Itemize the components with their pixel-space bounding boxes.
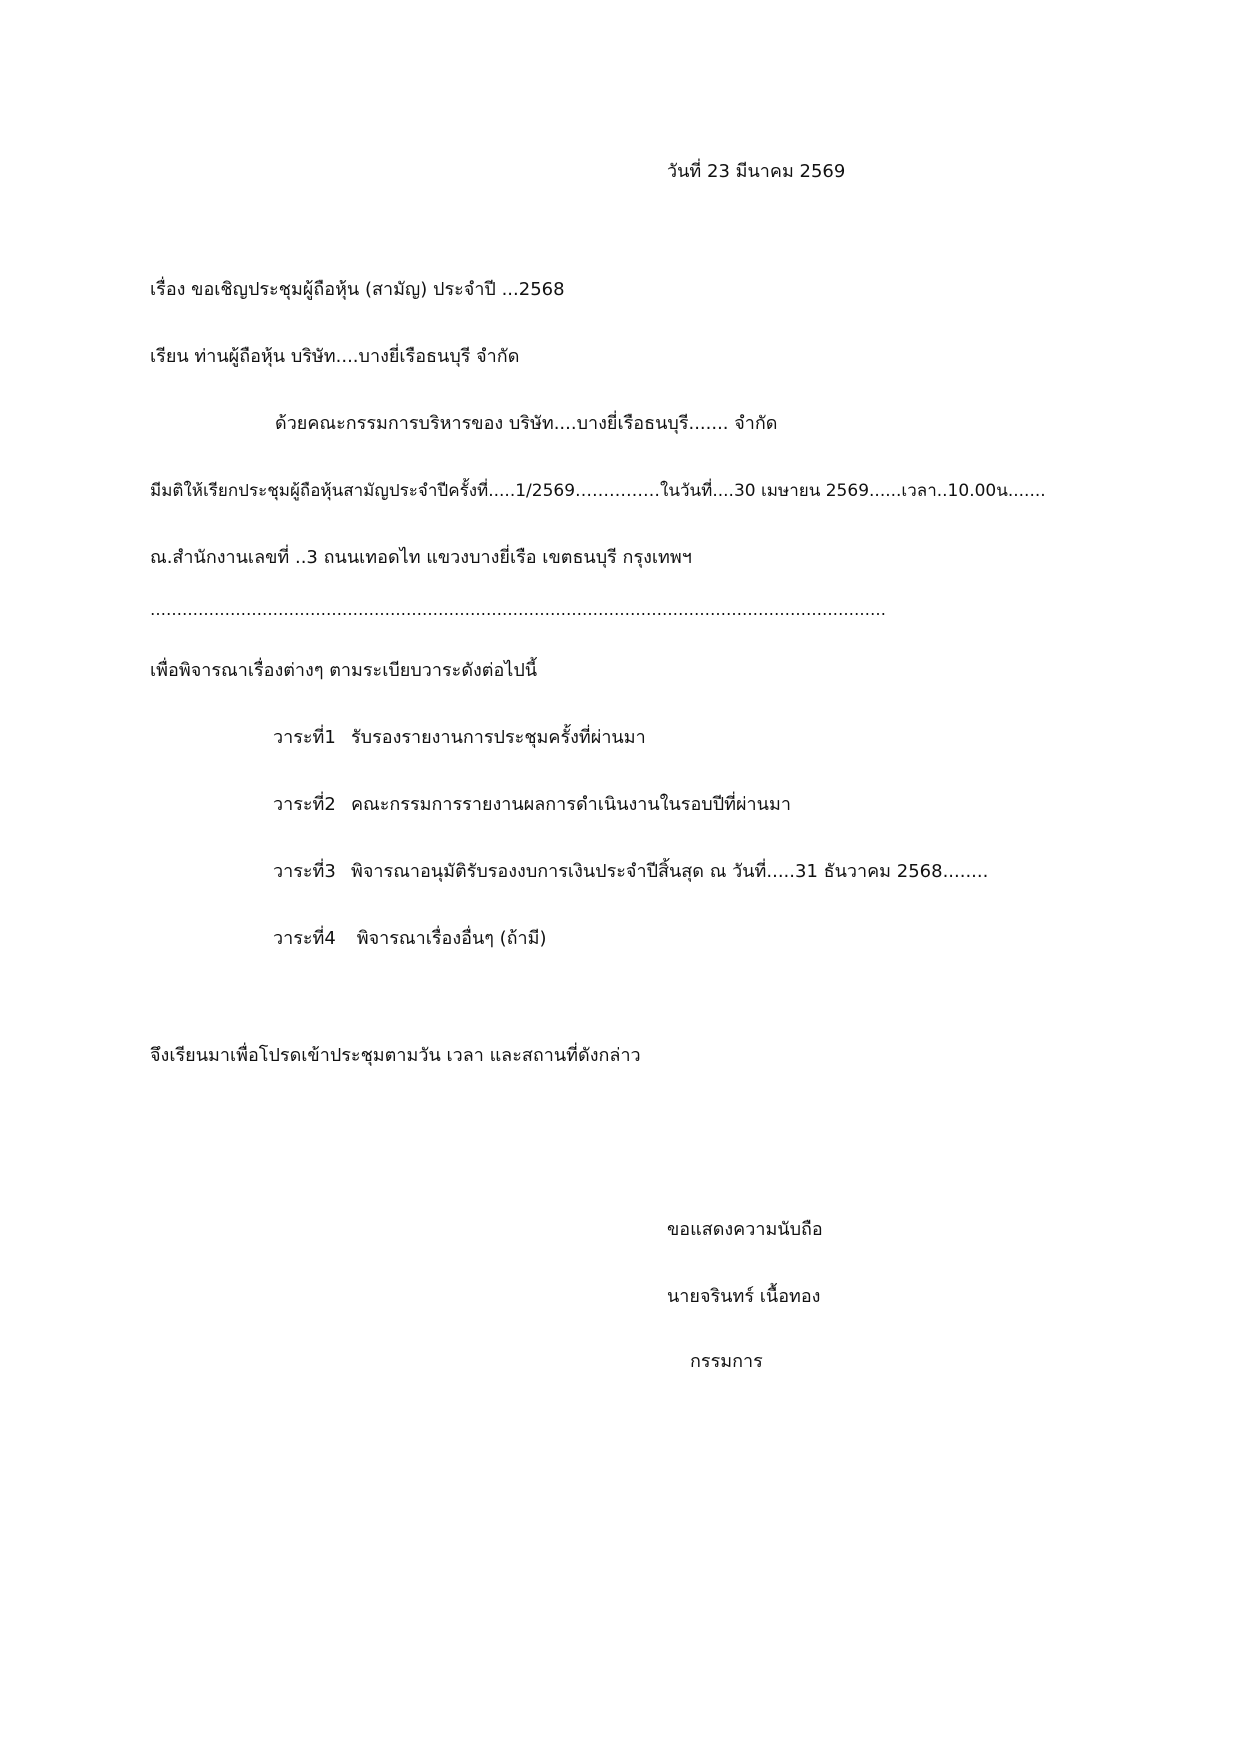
agenda-item — [273, 927, 547, 951]
signer-title: กรรมการ — [690, 1351, 763, 1372]
agenda-item-text: รับรองรายงานการประชุมครั้งที่ผ่านมา — [351, 727, 646, 748]
agenda-item — [273, 860, 988, 884]
letter-date: วันที่ 23 มีนาคม 2569 — [667, 161, 846, 182]
agenda-item-label: วาระที่4 — [273, 928, 336, 949]
signer-name: นายจรินทร์ เนื้อทอง — [667, 1286, 821, 1307]
agenda-item-label: วาระที่1 — [273, 727, 336, 748]
agenda-item — [273, 793, 791, 817]
letter-subject: เรื่อง ขอเชิญประชุมผู้ถือหุ้น (สามัญ) ประจำปี ...2568 — [150, 279, 565, 300]
agenda-item-text: คณะกรรมการรายงานผลการดำเนินงานในรอบปีที่ผ่านมา — [351, 794, 791, 815]
letter-salutation: เรียน ท่านผู้ถือหุ้น บริษัท....บางยี่เรือธนบุรี จำกัด — [150, 346, 520, 367]
agenda-item — [273, 726, 646, 750]
dotted-fill-line: ………………………………………………………………………………………………………………………… — [150, 600, 886, 619]
agenda-item-text: พิจารณาอนุมัติรับรองงบการเงินประจำปีสิ้นสุด ณ วันที่.....31 ธันวาคม 2568........ — [351, 861, 989, 882]
closing-sentence: จึงเรียนมาเพื่อโปรดเข้าประชุมตามวัน เวลา และสถานที่ดังกล่าว — [150, 1045, 641, 1066]
regards: ขอแสดงความนับถือ — [667, 1219, 823, 1240]
agenda-item-label: วาระที่2 — [273, 794, 336, 815]
agenda-item-text: พิจารณาเรื่องอื่นๆ (ถ้ามี) — [351, 928, 547, 949]
agenda-intro: เพื่อพิจารณาเรื่องต่างๆ ตามระเบียบวาระดังต่อไปนี้ — [150, 660, 538, 681]
agenda-item-label: วาระที่3 — [273, 861, 336, 882]
body-paragraph-line-1: ด้วยคณะกรรมการบริหารของ บริษัท....บางยี่เรือธนบุรี....... จำกัด — [275, 413, 778, 434]
body-paragraph-line-2: มีมติให้เรียกประชุมผู้ถือหุ้นสามัญประจำปีครั้งที่.....1/2569……………ในวันที่....30 เมษายน 2569......เวลา..10.00น....... — [150, 481, 1046, 501]
body-paragraph-line-3: ณ.สำนักงานเลขที่ ..3 ถนนเทอดไท แขวงบางยี่เรือ เขตธนบุรี กรุงเทพฯ — [150, 547, 692, 568]
